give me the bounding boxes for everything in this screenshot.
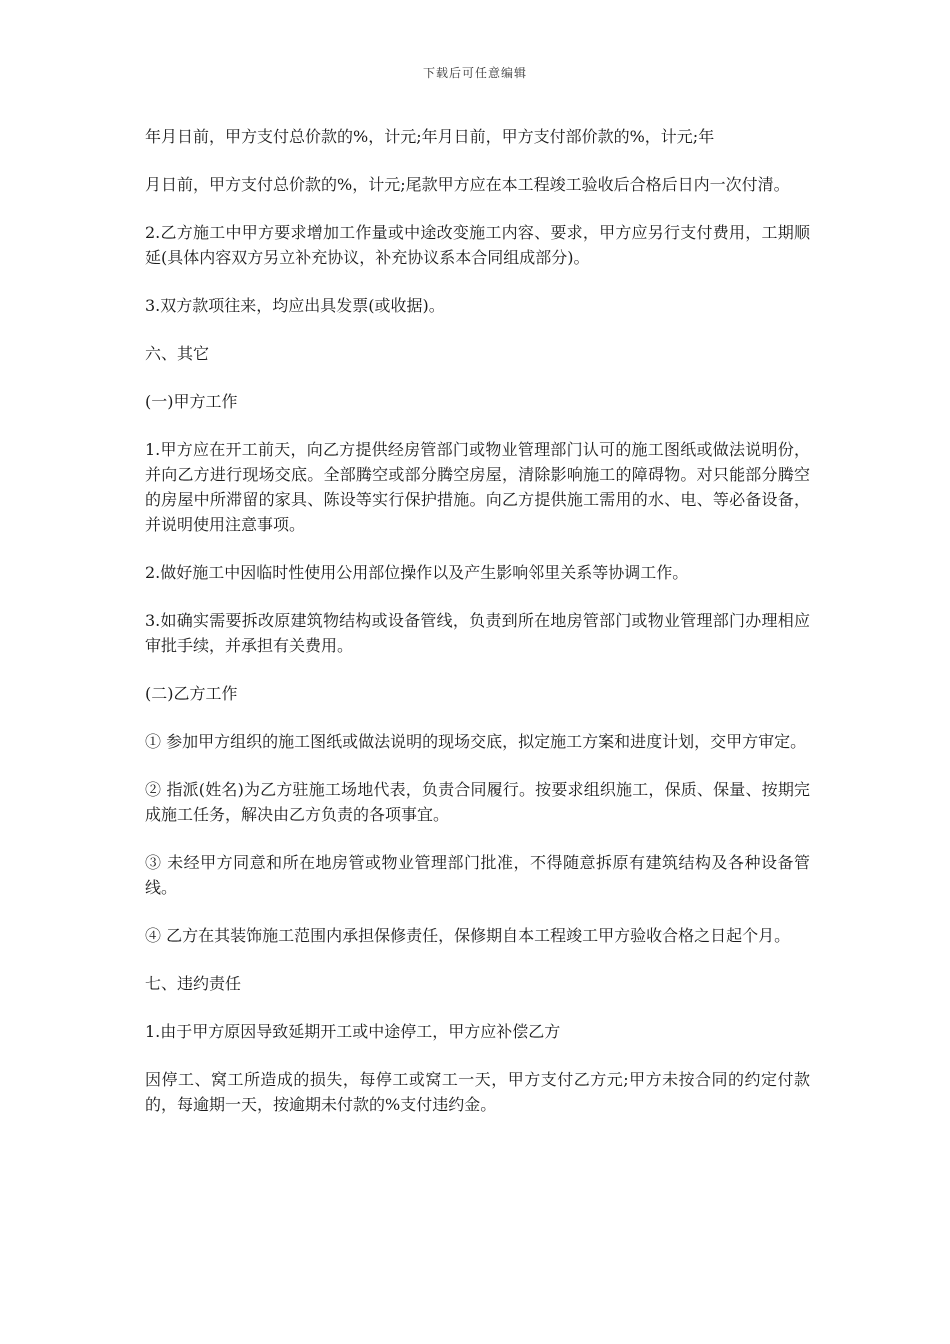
paragraph-party-a-2: 2.做好施工中因临时性使用公用部位操作以及产生影响邻里关系等协调工作。 xyxy=(145,563,689,582)
paragraph-party-b-2: ② 指派(姓名)为乙方驻施工场地代表，负责合同履行。按要求组织施工，保质、保量、按期完成施工任务，解决由乙方负责的各项事宜。 xyxy=(145,780,810,824)
paragraph-breach-1-cont: 因停工、窝工所造成的损失，每停工或窝工一天，甲方支付乙方元;甲方未按合同的约定付款的，每逾期一天，按逾期未付款的%支付违约金。 xyxy=(145,1070,810,1114)
paragraph-party-b-3: ③ 未经甲方同意和所在地房管或物业管理部门批准，不得随意拆原有建筑结构及各种设备管线。 xyxy=(145,853,810,897)
paragraph-party-b-1: ① 参加甲方组织的施工图纸或做法说明的现场交底，拟定施工方案和进度计划，交甲方审定。 xyxy=(145,732,807,751)
section-heading-7: 七、违约责任 xyxy=(145,974,242,993)
paragraph-party-a-3: 3.如确实需要拆改原建筑物结构或设备管线，负责到所在地房管部门或物业管理部门办理相应审批手续，并承担有关费用。 xyxy=(145,611,810,655)
paragraph-party-a-1: 1.甲方应在开工前天，向乙方提供经房管部门或物业管理部门认可的施工图纸或做法说明份，并向乙方进行现场交底。全部腾空或部分腾空房屋，清除影响施工的障碍物。对只能部分腾空的房屋中所滞留的家具、陈设等实行保护措施。向乙方提供施工需用的水、电、等必备设备，并说明使用注意事项。 xyxy=(145,440,810,534)
page-header: 下载后可任意编辑 xyxy=(422,66,527,80)
document-body xyxy=(145,124,810,1140)
paragraph-clause-5-2: 2.乙方施工中甲方要求增加工作量或中途改变施工内容、要求，甲方应另行支付费用，工期顺延(具体内容双方另立补充协议，补充协议系本合同组成部分)。 xyxy=(145,223,810,267)
subsection-heading-party-b: (二)乙方工作 xyxy=(145,684,238,703)
paragraph-party-b-4: ④ 乙方在其装饰施工范围内承担保修责任，保修期自本工程竣工甲方验收合格之日起个月。 xyxy=(145,926,791,945)
paragraph-breach-1: 1.由于甲方原因导致延期开工或中途停工，甲方应补偿乙方 xyxy=(145,1022,561,1041)
section-heading-6: 六、其它 xyxy=(145,344,210,363)
subsection-heading-party-a: (一)甲方工作 xyxy=(145,392,238,411)
paragraph-clause-5-3: 3.双方款项往来，均应出具发票(或收据)。 xyxy=(145,296,445,315)
paragraph-payment-schedule-1: 年月日前，甲方支付总价款的%，计元;年月日前，甲方支付部价款的%，计元;年 xyxy=(145,127,715,146)
paragraph-payment-schedule-2: 月日前，甲方支付总价款的%，计元;尾款甲方应在本工程竣工验收后合格后日内一次付清。 xyxy=(145,175,790,194)
